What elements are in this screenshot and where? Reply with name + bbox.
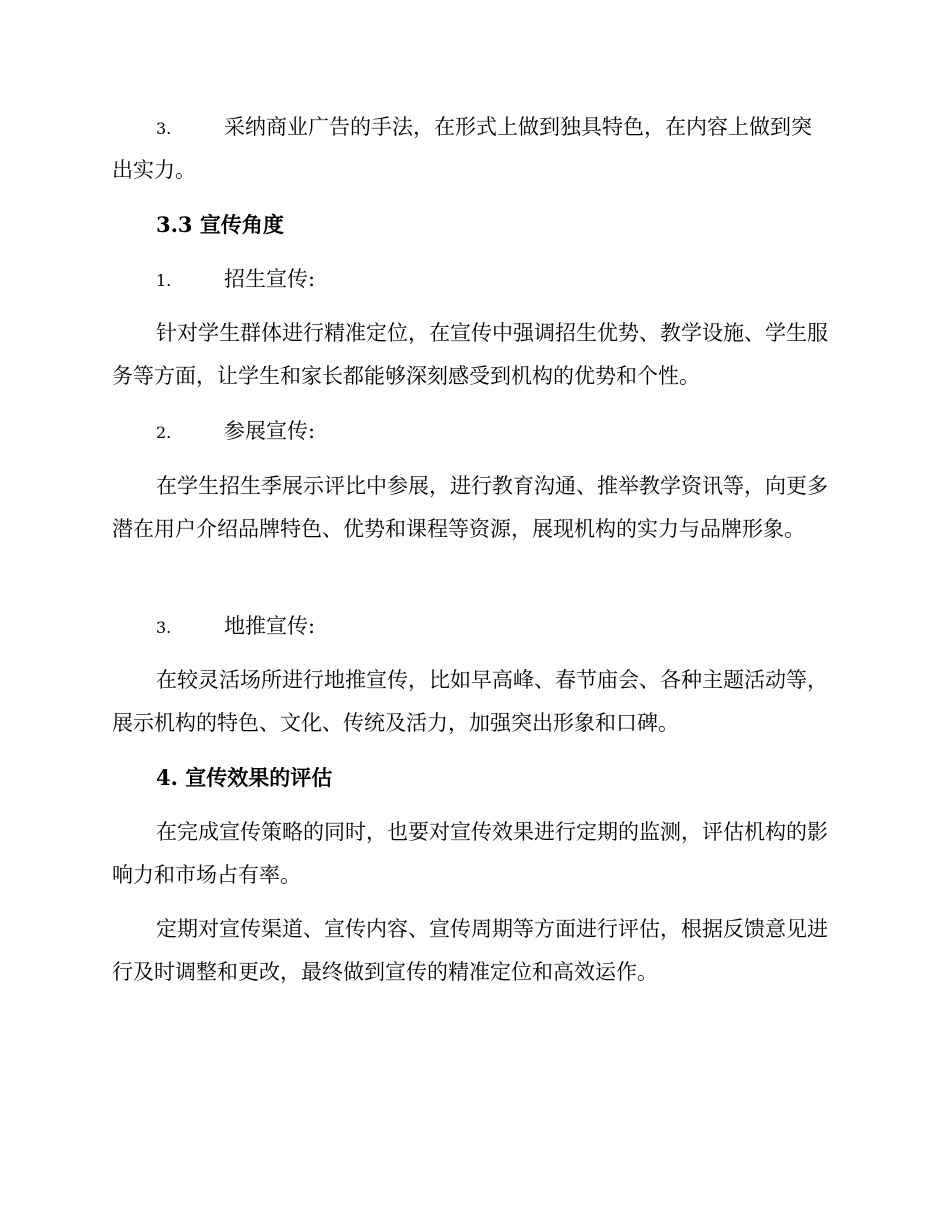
list-title: 参展宣传: — [224, 419, 316, 443]
list-number: 3. — [156, 119, 172, 138]
list-number: 1. — [156, 271, 172, 290]
list-title: 地推宣传: — [224, 614, 316, 638]
list-item — [156, 410, 315, 454]
paragraph: 针对学生群体进行精准定位，在宣传中强调招生优势、教学设施、学生服务等方面，让学生和家长都能够深刻感受到机构的优势和个性。 — [112, 321, 828, 388]
paragraph: 在较灵活场所进行地推宣传，比如早高峰、春节庙会、各种主题活动等，展示机构的特色、文化、传统及活力，加强突出形象和口碑。 — [112, 668, 828, 735]
list-number: 3. — [156, 618, 172, 637]
list-text: 采纳商业广告的手法，在形式上做到独具特色，在内容上做到突 — [224, 115, 812, 139]
list-title: 招生宣传: — [224, 267, 316, 291]
paragraph: 定期对宣传渠道、宣传内容、宣传周期等方面进行评估，根据反馈意见进行及时调整和更改，最终做到宣传的精准定位和高效运作。 — [112, 917, 828, 984]
section-heading: 4. 宣传效果的评估 — [156, 765, 333, 790]
list-item — [156, 106, 812, 150]
paragraph: 在学生招生季展示评比中参展，进行教育沟通、推举教学资讯等，向更多潜在用户介绍品牌特色、优势和课程等资源，展现机构的实力与品牌形象。 — [112, 474, 828, 541]
list-item — [156, 258, 315, 302]
list-item — [156, 605, 315, 649]
paragraph: 在完成宣传策略的同时，也要对宣传效果进行定期的监测，评估机构的影响力和市场占有率。 — [112, 820, 828, 887]
section-heading: 3.3 宣传角度 — [156, 212, 284, 237]
list-number: 2. — [156, 423, 172, 442]
list-text-continuation: 出实力。 — [112, 158, 196, 182]
